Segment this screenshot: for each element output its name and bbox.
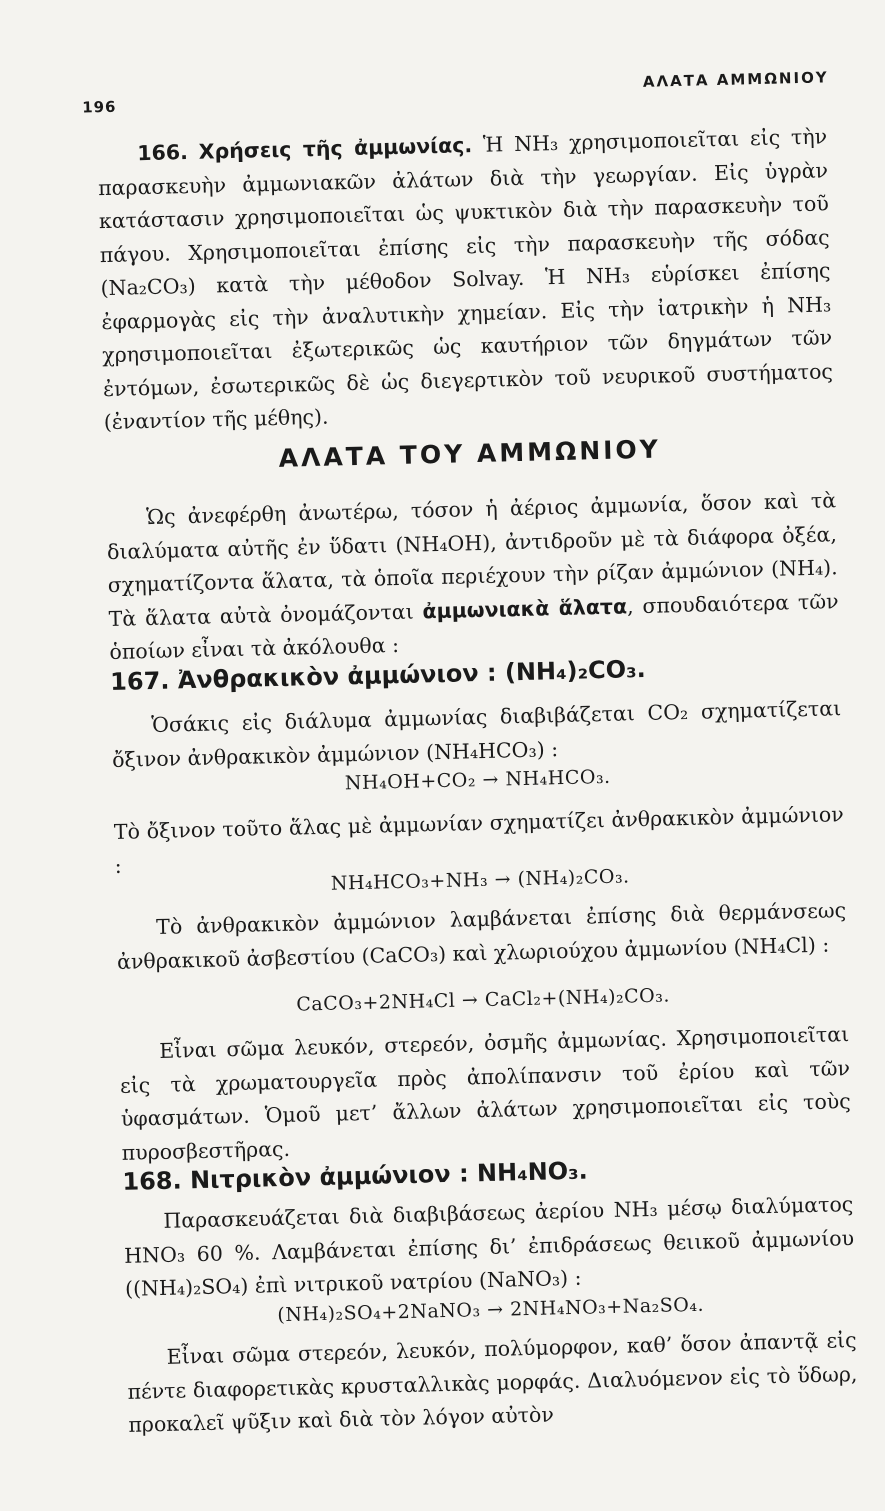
intro-bold-term: ἀμμωνιακὰ ἅλατα: [422, 593, 628, 623]
section-166-number: 166.: [137, 139, 189, 166]
page-header: [0, 67, 869, 129]
chapter-heading: ΑΛΑΤΑ ΤΟΥ ΑΜΜΩΝΙΟΥ: [278, 434, 662, 473]
section-168-heading: 168. Νιτρικὸν ἀμμώνιον : NH₄NO₃.: [122, 1156, 589, 1196]
section-166-body: Ἡ NH₃ χρησιμοποιεῖται εἰς τὴν παρασκευὴν ἀμμωνιακῶν ἀλάτων διὰ τὴν γεωργίαν. Εἰς ὑγρὰν κατάστασιν χρησιμοποιεῖται ὡς ψυκτικὸν διὰ τὴν παρασκευὴν τοῦ πάγου. Χρησιμοποιεῖται ἐπίσης εἰς τὴν παρασκευὴν τῆς σόδας (Na₂CO₃) κατὰ τὴν μέθοδον Solvay. Ἡ NH₃ εὑρίσκει ἐπίσης ἐφαρμογὰς εἰς τὴν ἀναλυτικὴν χημείαν. Εἰς τὴν ἰατρικὴν ἡ NH₃ χρησιμοποιεῖται ἐξωτερικῶς ὡς καυτήριον τῶν δηγμάτων τῶν ἐντόμων, ἐσωτερικῶς δὲ ὡς διεγερτικὸν τοῦ νευρικοῦ συστήματος (ἐναντίον τῆς μέθης).: [97, 124, 834, 435]
section-167-paragraph-3: Τὸ ἀνθρακικὸν ἀμμώνιον λαμβάνεται ἐπίσης διὰ θερμάνσεως ἀνθρακικοῦ ἀσβεστίου (CaCO₃) καὶ χλωριούχου ἀμμωνίου (NH₄Cl) :: [116, 898, 847, 974]
section-167-paragraph-2: Τὸ ὄξινον τοῦτο ἅλας μὲ ἀμμωνίαν σχηματίζει ἀνθρακικὸν ἀμμώνιον :: [113, 802, 844, 878]
equation-168-1: (NH₄)₂SO₄+2NaNO₃ → 2NH₄NO₃+Na₂SO₄.: [277, 1293, 705, 1327]
intro-paragraph: [106, 484, 840, 669]
section-167-paragraph-1: Ὁσάκις εἰς διάλυμα ἀμμωνίας διαβιβάζεται CO₂ σχηματίζεται ὄξινον ἀνθρακικὸν ἀμμώνιον (NH₄HCO₃) :: [111, 696, 842, 772]
section-168-paragraph-1: Παρασκευάζεται διὰ διαβιβάσεως ἀερίου NH₃ μέσῳ διαλύματος HNO₃ 60 %. Λαμβάνεται ἐπίσης δι’ ἐπιδράσεως θειικοῦ ἀμμωνίου ((NH₄)₂SO₄) ἐπὶ νιτρικοῦ νατρίου (NaNO₃) :: [123, 1192, 855, 1301]
section-168-paragraph-2: Εἶναι σῶμα στερεόν, λευκόν, πολύμορφον, καθ’ ὅσον ἀπαντᾷ εἰς πέντε διαφορετικὰς κρυσταλλικὰς μορφάς. Διαλυόμενον εἰς τὸ ὕδωρ, προκαλεῖ ψῦξιν καὶ διὰ τὸν λόγον αὐτὸν: [127, 1328, 858, 1437]
section-166-paragraph: [97, 120, 834, 439]
equation-167-3: CaCO₃+2NH₄Cl → CaCl₂+(NH₄)₂CO₃.: [296, 984, 671, 1016]
equation-167-1: NH₄OH+CO₂ → NH₄HCO₃.: [344, 765, 611, 795]
equation-167-2: NH₄HCO₃+NH₃ → (NH₄)₂CO₃.: [330, 865, 630, 895]
running-title: ΑΛΑΤΑ ΑΜΜΩΝΙΟΥ: [642, 68, 829, 91]
page-number: 196: [81, 97, 117, 117]
section-167-heading: 167. Ἀνθρακικὸν ἀμμώνιον : (NH₄)₂CO₃.: [109, 654, 647, 697]
intro-text-end: , σπουδαιότερα τῶν ὁποίων εἶναι τὰ ἀκόλουθα :: [109, 588, 839, 665]
section-167-paragraph-4: Εἶναι σῶμα λευκόν, στερεόν, ὀσμῆς ἀμμωνίας. Χρησιμοποιεῖται εἰς τὰ χρωματουργεῖα πρὸς ἀπολίπανσιν τοῦ ἐρίου καὶ τῶν ὑφασμάτων. Ὁμοῦ μετ’ ἄλλων ἀλάτων χρησιμοποιεῖται εἰς τοὺς πυροσβεστῆρας.: [119, 1022, 851, 1165]
section-166-title: Χρήσεις τῆς ἀμμωνίας.: [198, 133, 473, 164]
intro-text: Ὡς ἀνεφέρθη ἀνωτέρω, τόσον ἡ ἀέριος ἀμμωνία, ὅσον καὶ τὰ διαλύματα αὐτῆς ἐν ὕδατι (NH₄OH), ἀντιδροῦν μὲ τὰ διάφορα ὀξέα, σχηματίζοντα ἅλατα, τὰ ὁποῖα περιέχουν τὴν ρίζαν ἀμμώνιον (NH₄). Τὰ ἅλατα αὐτὰ ὀνομάζονται: [106, 488, 838, 631]
